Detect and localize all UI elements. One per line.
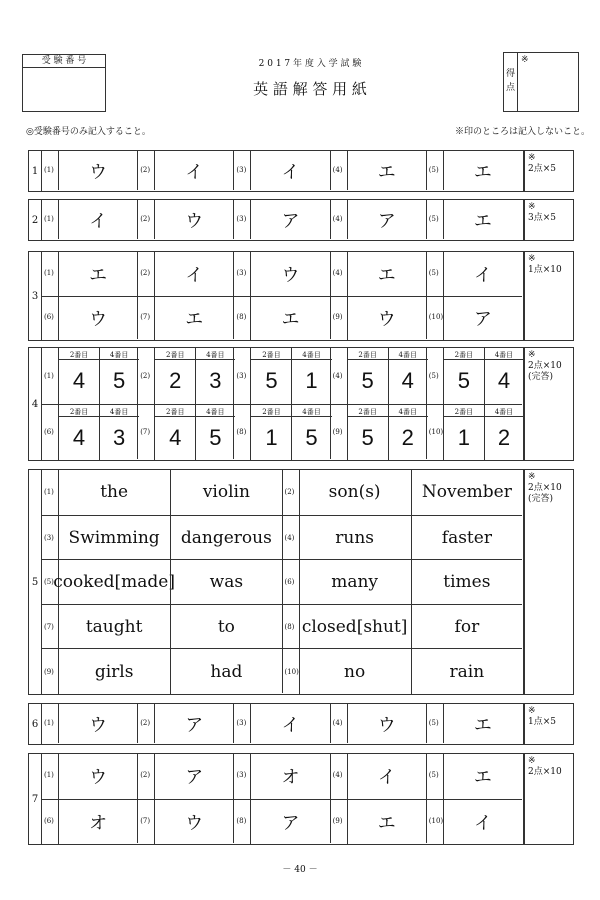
answer-text: イ bbox=[281, 714, 300, 736]
word-answer: closed[shut] bbox=[301, 617, 408, 638]
answer-cell[interactable] bbox=[426, 704, 522, 743]
section-5 bbox=[28, 469, 524, 695]
fourth-answer: 5 bbox=[305, 424, 318, 450]
answer-cell[interactable] bbox=[137, 151, 233, 190]
section-number: 3 bbox=[29, 252, 42, 340]
answer-text: ウ bbox=[377, 714, 396, 736]
question-number: (1) bbox=[44, 165, 54, 174]
points-text: 3点×5 bbox=[528, 212, 556, 223]
question-number: (6) bbox=[284, 578, 295, 587]
answer-text: イ bbox=[473, 812, 492, 834]
answer-text: ウ bbox=[377, 309, 396, 331]
fourth-answer: 4 bbox=[497, 368, 511, 394]
question-number: (4) bbox=[332, 371, 343, 380]
question-number: (2) bbox=[140, 165, 151, 174]
answer-text: エ bbox=[473, 767, 492, 789]
second-label: 2番目 bbox=[166, 351, 185, 359]
fourth-answer: 2 bbox=[401, 424, 414, 450]
fourth-label: 4番目 bbox=[109, 407, 129, 416]
fourth-label: 4番目 bbox=[109, 351, 129, 359]
second-label: 2番目 bbox=[69, 407, 89, 416]
question-number: (8) bbox=[236, 313, 247, 322]
complete-text: (完答) bbox=[528, 371, 554, 382]
fourth-answer: 3 bbox=[209, 368, 222, 394]
order-box bbox=[154, 348, 234, 404]
question-number: (7) bbox=[44, 623, 54, 632]
question-number: (5) bbox=[44, 578, 54, 587]
second-answer: 5 bbox=[361, 424, 374, 450]
answer-cell[interactable] bbox=[426, 799, 522, 844]
exam-year-title: 2 0 1 7 年 度 入 学 試 験 bbox=[258, 59, 362, 69]
word-answer: times bbox=[443, 572, 491, 593]
order-answer-cell[interactable] bbox=[41, 404, 137, 460]
score-asterisk: ※ bbox=[521, 55, 529, 65]
fourth-label: 4番目 bbox=[494, 407, 514, 416]
answer-text: イ bbox=[185, 264, 204, 286]
order-answer-cell[interactable] bbox=[41, 348, 137, 404]
answer-text: イ bbox=[377, 767, 396, 789]
question-number: (3) bbox=[236, 718, 247, 727]
answer-cell[interactable] bbox=[233, 754, 329, 799]
fourth-answer: 5 bbox=[113, 368, 126, 394]
fourth-answer: 1 bbox=[305, 368, 318, 394]
section-1 bbox=[28, 150, 524, 192]
question-number: (8) bbox=[236, 428, 247, 437]
question-number: (10) bbox=[428, 816, 444, 825]
answer-text: エ bbox=[473, 714, 492, 736]
points-text: 1点×10 bbox=[528, 264, 562, 275]
word-answer-cell[interactable] bbox=[282, 515, 523, 560]
answer-text: ウ bbox=[281, 264, 300, 286]
answer-text: オ bbox=[281, 767, 300, 789]
fourth-label: 4番目 bbox=[302, 407, 321, 416]
question-number: (2) bbox=[140, 214, 151, 223]
question-number: (10) bbox=[428, 313, 444, 322]
word-answer-cell[interactable] bbox=[41, 559, 282, 604]
answer-text: エ bbox=[281, 309, 300, 331]
second-label: 2番目 bbox=[69, 351, 89, 359]
answer-text: ア bbox=[377, 210, 396, 232]
question-number: (7) bbox=[140, 313, 151, 322]
answer-cell[interactable] bbox=[426, 754, 522, 799]
section-number: 7 bbox=[29, 754, 42, 844]
answer-cell[interactable] bbox=[41, 252, 137, 296]
second-label: 2番目 bbox=[358, 407, 377, 416]
answer-text: ア bbox=[185, 767, 204, 789]
answer-cell[interactable] bbox=[426, 252, 522, 296]
question-number: (9) bbox=[332, 313, 343, 322]
exam-number-box[interactable] bbox=[22, 54, 106, 112]
answer-cell[interactable] bbox=[330, 704, 426, 743]
question-number: (5) bbox=[428, 718, 439, 727]
order-box bbox=[250, 405, 330, 461]
order-box bbox=[154, 405, 234, 461]
answer-cell[interactable] bbox=[41, 799, 137, 844]
fourth-label: 4番目 bbox=[398, 351, 417, 359]
note-right: ※印のところは記入しないこと。 bbox=[455, 127, 591, 137]
second-answer: 4 bbox=[72, 424, 86, 450]
answer-cell[interactable] bbox=[426, 296, 522, 340]
section-7-points: ※ 2点×10 bbox=[524, 753, 574, 845]
fourth-label: 4番目 bbox=[206, 351, 225, 359]
second-answer: 5 bbox=[265, 368, 278, 394]
word-answer-cell[interactable] bbox=[41, 604, 282, 649]
answer-cell[interactable] bbox=[426, 151, 522, 190]
section-number: 2 bbox=[29, 200, 42, 240]
answer-text: ウ bbox=[89, 767, 108, 789]
word-answer: cooked[made] bbox=[53, 572, 175, 593]
question-number: (6) bbox=[44, 816, 54, 825]
answer-text: イ bbox=[281, 161, 300, 183]
question-number: (1) bbox=[44, 371, 54, 380]
question-number: (2) bbox=[284, 488, 295, 497]
answer-text: ウ bbox=[89, 161, 108, 183]
fourth-answer: 4 bbox=[401, 368, 414, 394]
section-4 bbox=[28, 347, 524, 461]
answer-cell[interactable] bbox=[233, 799, 329, 844]
score-label: 得 点 bbox=[506, 69, 516, 93]
answer-text: エ bbox=[473, 210, 492, 232]
answer-cell[interactable] bbox=[137, 754, 233, 799]
word-answer: many bbox=[331, 572, 379, 593]
answer-cell[interactable] bbox=[330, 754, 426, 799]
section-1-points: ※ 2点×5 bbox=[524, 150, 574, 192]
answer-cell[interactable] bbox=[426, 200, 522, 239]
page-number: － 40 － bbox=[282, 865, 318, 875]
answer-cell[interactable] bbox=[41, 754, 137, 799]
answer-cell[interactable] bbox=[330, 252, 426, 296]
answer-text: ア bbox=[281, 210, 300, 232]
question-number: (7) bbox=[140, 816, 151, 825]
answer-cell[interactable] bbox=[137, 799, 233, 844]
answer-text: エ bbox=[89, 264, 108, 286]
fourth-label: 4番目 bbox=[494, 351, 514, 359]
fourth-label: 4番目 bbox=[398, 407, 417, 416]
question-number: (1) bbox=[44, 718, 54, 727]
second-answer: 2 bbox=[169, 368, 182, 394]
word-answer: no bbox=[344, 661, 366, 682]
word-answer: to bbox=[217, 617, 235, 638]
word-answer: the bbox=[100, 482, 129, 503]
order-answer-cell[interactable] bbox=[233, 348, 329, 404]
question-number: (9) bbox=[332, 428, 343, 437]
question-number: (5) bbox=[428, 371, 439, 380]
question-number: (3) bbox=[236, 371, 247, 380]
word-answer: taught bbox=[85, 617, 143, 638]
second-answer: 5 bbox=[361, 368, 374, 394]
order-box bbox=[347, 405, 427, 461]
question-number: (3) bbox=[236, 771, 247, 780]
section-4-points: ※ 2点×10 (完答) bbox=[524, 347, 574, 461]
answer-cell[interactable] bbox=[233, 151, 329, 190]
question-number: (3) bbox=[44, 533, 54, 542]
question-number: (2) bbox=[140, 371, 151, 380]
answer-text: ウ bbox=[89, 309, 108, 331]
answer-text: ウ bbox=[185, 812, 204, 834]
word-answer: runs bbox=[335, 527, 374, 548]
fourth-label: 4番目 bbox=[206, 407, 225, 416]
answer-cell[interactable] bbox=[330, 799, 426, 844]
points-text: 2点×10 bbox=[528, 766, 562, 777]
question-number: (2) bbox=[140, 771, 151, 780]
answer-text: エ bbox=[185, 309, 204, 331]
answer-cell[interactable] bbox=[137, 200, 233, 239]
order-answer-cell[interactable] bbox=[426, 348, 522, 404]
answer-text: ア bbox=[473, 309, 492, 331]
answer-text: エ bbox=[377, 161, 396, 183]
second-answer: 5 bbox=[457, 368, 470, 394]
section-2 bbox=[28, 199, 524, 241]
word-answer: was bbox=[209, 572, 244, 593]
answer-text: ウ bbox=[185, 210, 204, 232]
score-box bbox=[503, 52, 579, 112]
word-answer-cell[interactable] bbox=[41, 470, 282, 515]
question-number: (9) bbox=[44, 667, 54, 676]
second-answer: 4 bbox=[169, 424, 182, 450]
question-number: (5) bbox=[428, 214, 439, 223]
word-answer: November bbox=[421, 482, 512, 503]
fourth-label: 4番目 bbox=[302, 351, 321, 359]
question-number: (7) bbox=[140, 428, 151, 437]
question-number: (1) bbox=[44, 488, 54, 497]
answer-cell[interactable] bbox=[41, 296, 137, 340]
question-number: (3) bbox=[236, 268, 247, 277]
answer-text: ウ bbox=[89, 714, 108, 736]
word-answer: dangerous bbox=[180, 527, 272, 548]
question-number: (4) bbox=[332, 771, 343, 780]
question-number: (4) bbox=[332, 165, 343, 174]
points-text: 2点×10 bbox=[528, 360, 562, 371]
answer-cell[interactable] bbox=[137, 252, 233, 296]
question-number: (4) bbox=[284, 533, 295, 542]
word-answer-cell[interactable] bbox=[41, 648, 282, 693]
answer-cell[interactable] bbox=[233, 200, 329, 239]
answer-text: イ bbox=[185, 161, 204, 183]
question-number: (4) bbox=[332, 268, 343, 277]
word-answer: violin bbox=[202, 482, 250, 503]
answer-cell[interactable] bbox=[137, 704, 233, 743]
order-box bbox=[250, 348, 330, 404]
answer-cell[interactable] bbox=[330, 200, 426, 239]
page-title: 英 語 解 答 用 紙 bbox=[253, 80, 367, 98]
order-box bbox=[443, 348, 523, 404]
complete-text: (完答) bbox=[528, 493, 554, 504]
section-number: 5 bbox=[29, 470, 42, 694]
answer-cell[interactable] bbox=[330, 296, 426, 340]
second-answer: 4 bbox=[72, 368, 86, 394]
word-answer: had bbox=[210, 661, 243, 682]
word-answer-cell[interactable] bbox=[282, 648, 523, 693]
question-number: (10) bbox=[284, 667, 299, 676]
word-answer-cell[interactable] bbox=[282, 604, 523, 649]
order-box bbox=[443, 405, 523, 461]
section-3-points: ※ 1点×10 bbox=[524, 251, 574, 341]
order-answer-cell[interactable] bbox=[233, 404, 329, 460]
question-number: (2) bbox=[140, 718, 151, 727]
answer-cell[interactable] bbox=[233, 252, 329, 296]
question-number: (2) bbox=[140, 268, 151, 277]
section-number: 6 bbox=[29, 704, 42, 744]
section-number: 1 bbox=[29, 151, 42, 191]
order-answer-cell[interactable] bbox=[330, 404, 426, 460]
word-answer: faster bbox=[441, 527, 492, 548]
section-5-points: ※ 2点×10 (完答) bbox=[524, 469, 574, 695]
question-number: (4) bbox=[332, 718, 343, 727]
answer-text: エ bbox=[377, 812, 396, 834]
second-answer: 1 bbox=[457, 424, 470, 450]
question-number: (1) bbox=[44, 771, 54, 780]
answer-text: イ bbox=[473, 264, 492, 286]
second-label: 2番目 bbox=[262, 351, 281, 359]
second-label: 2番目 bbox=[262, 407, 281, 416]
question-number: (8) bbox=[284, 623, 295, 632]
question-number: (3) bbox=[236, 165, 247, 174]
exam-number-label: 受 験 番 号 bbox=[22, 54, 106, 68]
word-answer: Swimming bbox=[68, 527, 160, 548]
section-6 bbox=[28, 703, 524, 745]
order-answer-cell[interactable] bbox=[330, 348, 426, 404]
answer-text: イ bbox=[89, 210, 108, 232]
section-number: 4 bbox=[29, 348, 42, 460]
question-number: (5) bbox=[428, 771, 439, 780]
note-left: ◎受験番号のみ記入すること。 bbox=[26, 127, 151, 137]
answer-cell[interactable] bbox=[41, 151, 137, 190]
order-box bbox=[58, 405, 138, 461]
question-number: (6) bbox=[44, 313, 54, 322]
answer-text: オ bbox=[89, 812, 108, 834]
word-answer-cell[interactable] bbox=[41, 515, 282, 560]
order-box bbox=[58, 348, 138, 404]
second-label: 2番目 bbox=[454, 351, 474, 359]
answer-cell[interactable] bbox=[41, 704, 137, 743]
question-number: (6) bbox=[44, 428, 54, 437]
fourth-answer: 3 bbox=[113, 424, 126, 450]
word-answer: rain bbox=[449, 661, 485, 682]
question-number: (3) bbox=[236, 214, 247, 223]
section-2-points: ※ 3点×5 bbox=[524, 199, 574, 241]
section-6-points: ※ 1点×5 bbox=[524, 703, 574, 745]
answer-cell[interactable] bbox=[330, 151, 426, 190]
answer-text: ア bbox=[281, 812, 300, 834]
points-text: 2点×10 bbox=[528, 482, 562, 493]
answer-cell[interactable] bbox=[137, 296, 233, 340]
order-answer-cell[interactable] bbox=[137, 348, 233, 404]
answer-cell[interactable] bbox=[233, 296, 329, 340]
question-number: (1) bbox=[44, 214, 54, 223]
order-answer-cell[interactable] bbox=[137, 404, 233, 460]
word-answer-cell[interactable] bbox=[282, 559, 523, 604]
points-text: 1点×5 bbox=[528, 716, 556, 727]
second-label: 2番目 bbox=[166, 407, 185, 416]
answer-text: ア bbox=[185, 714, 204, 736]
question-number: (9) bbox=[332, 816, 343, 825]
points-text: 2点×5 bbox=[528, 163, 556, 174]
question-number: (4) bbox=[332, 214, 343, 223]
answer-cell[interactable] bbox=[41, 200, 137, 239]
word-answer-cell[interactable] bbox=[282, 470, 523, 515]
second-label: 2番目 bbox=[358, 351, 377, 359]
fourth-answer: 5 bbox=[209, 424, 222, 450]
order-box bbox=[347, 348, 427, 404]
question-number: (1) bbox=[44, 268, 54, 277]
question-number: (8) bbox=[236, 816, 247, 825]
answer-text: エ bbox=[473, 161, 492, 183]
second-label: 2番目 bbox=[454, 407, 474, 416]
question-number: (10) bbox=[428, 428, 444, 437]
section-3 bbox=[28, 251, 524, 341]
word-answer: for bbox=[454, 617, 480, 638]
second-answer: 1 bbox=[265, 424, 278, 450]
fourth-answer: 2 bbox=[497, 424, 511, 450]
word-answer: son(s) bbox=[328, 482, 381, 503]
answer-text: エ bbox=[377, 264, 396, 286]
answer-cell[interactable] bbox=[233, 704, 329, 743]
question-number: (5) bbox=[428, 268, 439, 277]
section-7 bbox=[28, 753, 524, 845]
order-answer-cell[interactable] bbox=[426, 404, 522, 460]
question-number: (5) bbox=[428, 165, 439, 174]
score-label-cell bbox=[504, 53, 518, 111]
word-answer: girls bbox=[94, 661, 134, 682]
